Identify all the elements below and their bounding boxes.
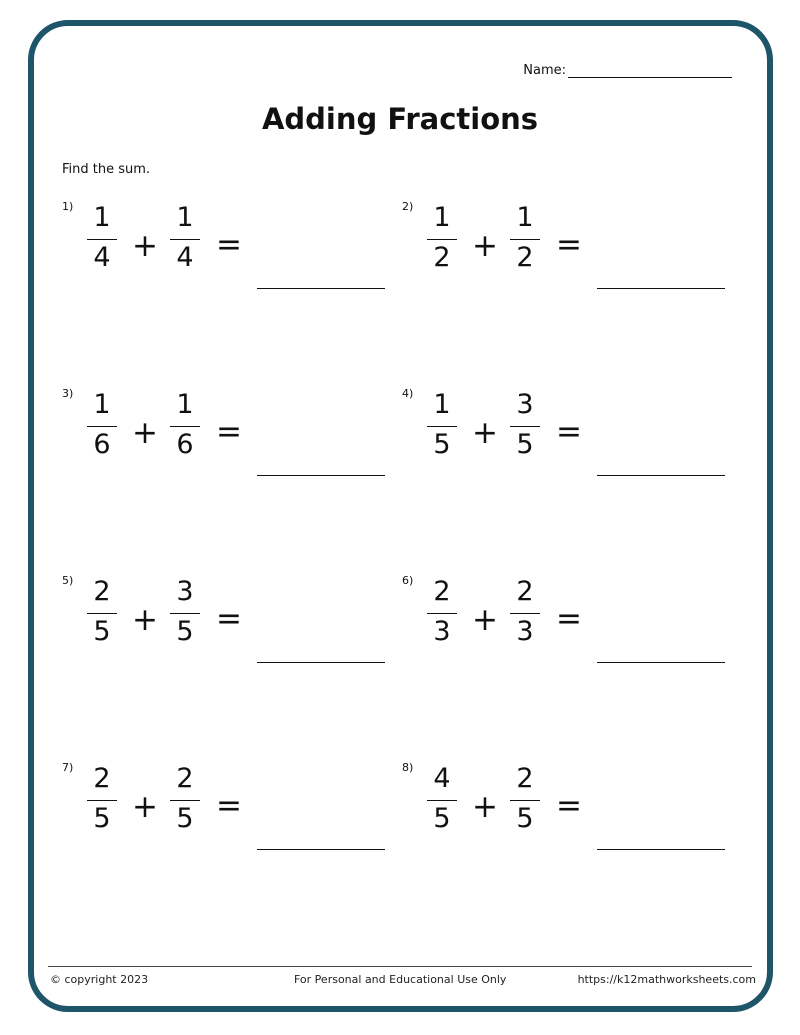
plus-sign: + bbox=[472, 789, 498, 825]
fraction-bar bbox=[510, 800, 540, 801]
worksheet-title: Adding Fractions bbox=[261, 102, 539, 136]
problem-3 bbox=[62, 387, 392, 487]
problem-number: 6) bbox=[402, 574, 414, 587]
denominator: 6 bbox=[176, 429, 194, 460]
numerator: 1 bbox=[93, 389, 111, 420]
answer-blank[interactable] bbox=[597, 662, 725, 663]
problem-number: 4) bbox=[402, 387, 414, 400]
plus-sign: + bbox=[472, 228, 498, 264]
denominator: 5 bbox=[93, 803, 111, 834]
instruction-text: Find the sum. bbox=[62, 162, 151, 177]
fraction-a bbox=[427, 578, 457, 649]
problem-2 bbox=[402, 200, 732, 300]
fraction-b bbox=[510, 391, 540, 462]
answer-blank[interactable] bbox=[257, 662, 385, 663]
plus-sign: + bbox=[132, 789, 158, 825]
answer-blank[interactable] bbox=[257, 288, 385, 289]
numerator: 1 bbox=[93, 202, 111, 233]
fraction-bar bbox=[510, 239, 540, 240]
fraction-b bbox=[170, 578, 200, 649]
problem-number: 7) bbox=[62, 761, 74, 774]
problem-6 bbox=[402, 574, 732, 674]
problem-number: 2) bbox=[402, 200, 414, 213]
equals-sign: = bbox=[216, 414, 242, 450]
fraction-bar bbox=[170, 426, 200, 427]
numerator: 1 bbox=[433, 202, 451, 233]
fraction-bar bbox=[87, 239, 117, 240]
fraction-a bbox=[427, 391, 457, 462]
fraction-b bbox=[170, 765, 200, 836]
fraction-b bbox=[510, 765, 540, 836]
numerator: 2 bbox=[93, 763, 111, 794]
numerator: 2 bbox=[176, 763, 194, 794]
problem-5 bbox=[62, 574, 392, 674]
numerator: 3 bbox=[516, 389, 534, 420]
denominator: 3 bbox=[516, 616, 534, 647]
fraction-bar bbox=[427, 613, 457, 614]
plus-sign: + bbox=[132, 415, 158, 451]
numerator: 2 bbox=[433, 576, 451, 607]
equals-sign: = bbox=[556, 601, 582, 637]
fraction-b bbox=[170, 391, 200, 462]
fraction-a bbox=[87, 391, 117, 462]
fraction-bar bbox=[170, 800, 200, 801]
denominator: 4 bbox=[93, 242, 111, 273]
answer-blank[interactable] bbox=[597, 288, 725, 289]
fraction-b bbox=[510, 578, 540, 649]
equals-sign: = bbox=[556, 227, 582, 263]
fraction-bar bbox=[427, 800, 457, 801]
numerator: 2 bbox=[516, 576, 534, 607]
problem-number: 8) bbox=[402, 761, 414, 774]
problem-number: 3) bbox=[62, 387, 74, 400]
fraction-bar bbox=[87, 800, 117, 801]
fraction-a bbox=[427, 765, 457, 836]
fraction-a bbox=[427, 204, 457, 275]
equals-sign: = bbox=[216, 788, 242, 824]
fraction-bar bbox=[510, 426, 540, 427]
fraction-bar bbox=[170, 239, 200, 240]
denominator: 3 bbox=[433, 616, 451, 647]
denominator: 2 bbox=[433, 242, 451, 273]
problem-4 bbox=[402, 387, 732, 487]
copyright-text: © copyright 2023 bbox=[50, 973, 149, 986]
fraction-a bbox=[87, 765, 117, 836]
usage-text: For Personal and Educational Use Only bbox=[294, 973, 507, 986]
denominator: 5 bbox=[176, 616, 194, 647]
plus-sign: + bbox=[472, 602, 498, 638]
name-blank[interactable] bbox=[568, 65, 732, 78]
numerator: 1 bbox=[516, 202, 534, 233]
answer-blank[interactable] bbox=[257, 475, 385, 476]
equals-sign: = bbox=[216, 601, 242, 637]
numerator: 1 bbox=[176, 389, 194, 420]
plus-sign: + bbox=[132, 602, 158, 638]
equals-sign: = bbox=[556, 788, 582, 824]
answer-blank[interactable] bbox=[257, 849, 385, 850]
numerator: 2 bbox=[93, 576, 111, 607]
denominator: 5 bbox=[433, 803, 451, 834]
numerator: 1 bbox=[433, 389, 451, 420]
footer-divider bbox=[48, 966, 752, 967]
fraction-a bbox=[87, 204, 117, 275]
denominator: 6 bbox=[93, 429, 111, 460]
fraction-bar bbox=[87, 426, 117, 427]
denominator: 5 bbox=[433, 429, 451, 460]
denominator: 5 bbox=[176, 803, 194, 834]
problem-number: 1) bbox=[62, 200, 74, 213]
answer-blank[interactable] bbox=[597, 475, 725, 476]
problem-1 bbox=[62, 200, 392, 300]
problem-7 bbox=[62, 761, 392, 861]
denominator: 5 bbox=[516, 429, 534, 460]
numerator: 3 bbox=[176, 576, 194, 607]
numerator: 2 bbox=[516, 763, 534, 794]
numerator: 1 bbox=[176, 202, 194, 233]
equals-sign: = bbox=[216, 227, 242, 263]
name-label: Name: bbox=[523, 63, 566, 78]
denominator: 4 bbox=[176, 242, 194, 273]
denominator: 2 bbox=[516, 242, 534, 273]
website-url: https://k12mathworksheets.com bbox=[577, 973, 756, 986]
answer-blank[interactable] bbox=[597, 849, 725, 850]
fraction-bar bbox=[87, 613, 117, 614]
denominator: 5 bbox=[93, 616, 111, 647]
fraction-a bbox=[87, 578, 117, 649]
name-field[interactable] bbox=[523, 63, 732, 78]
fraction-b bbox=[170, 204, 200, 275]
equals-sign: = bbox=[556, 414, 582, 450]
problem-number: 5) bbox=[62, 574, 74, 587]
fraction-bar bbox=[427, 239, 457, 240]
denominator: 5 bbox=[516, 803, 534, 834]
fraction-b bbox=[510, 204, 540, 275]
plus-sign: + bbox=[472, 415, 498, 451]
plus-sign: + bbox=[132, 228, 158, 264]
problem-8 bbox=[402, 761, 732, 861]
fraction-bar bbox=[170, 613, 200, 614]
fraction-bar bbox=[510, 613, 540, 614]
numerator: 4 bbox=[433, 763, 451, 794]
fraction-bar bbox=[427, 426, 457, 427]
